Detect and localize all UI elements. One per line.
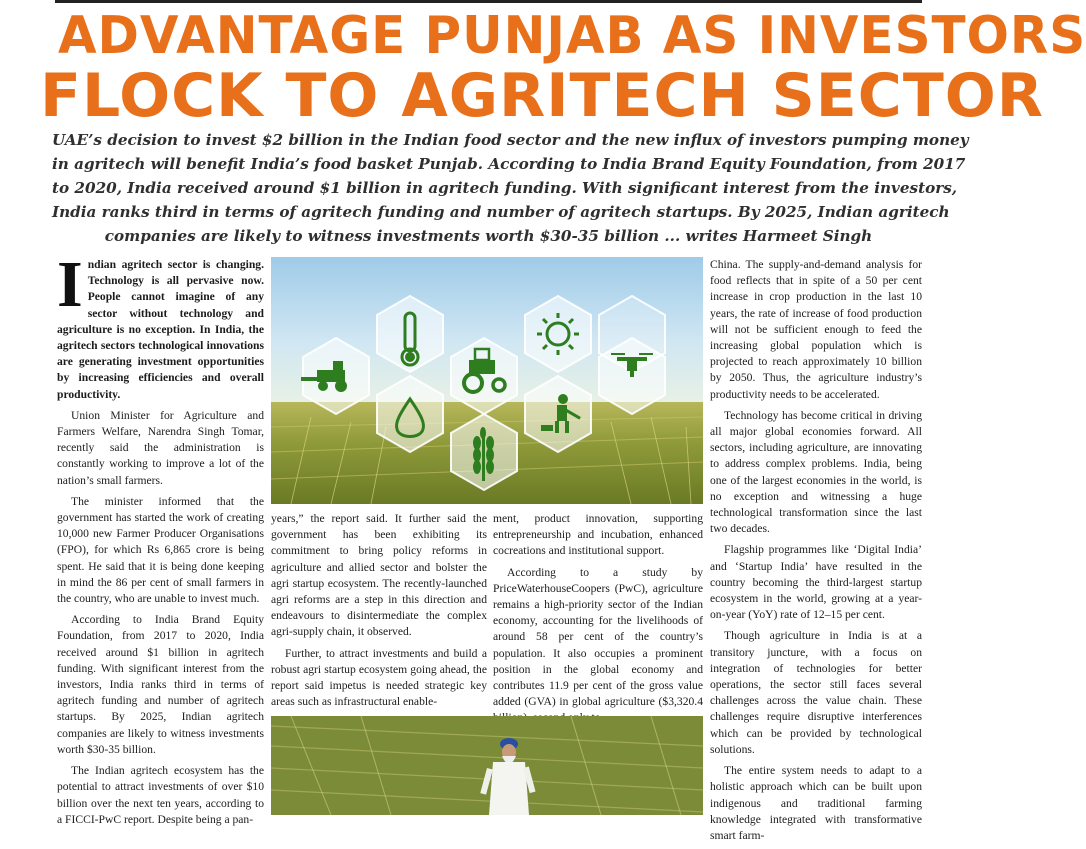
article-column-4 — [710, 257, 922, 849]
paragraph: Further, to attract investments and build a robust agri startup ecosystem going ahead, the report said impetus is needed strategic key areas such as infrastructural enable- — [271, 646, 487, 709]
paragraph: Union Minister for Agriculture and Farmers Welfare, Narendra Singh Tomar, recently said the administration is constantly working to improve a lot of the nation’s small farmers. — [57, 408, 264, 487]
paragraph: According to a study by PriceWaterhouseCoopers (PwC), agriculture remains a high-priority sector of the Indian economy, accounting for the livelihoods of around 58 per cent of the country’s population. It also occupies a prominent position in the global economy and contributes 11.9 per cent of the gross value added (GVA) in global agriculture ($3,320.4 — [493, 565, 703, 709]
paragraph: The Indian agritech ecosystem has the potential to attract investments of over $10 billion over the next ten years, according to a FICCI-PwC report. Despite being a pan- — [57, 764, 264, 826]
agritech-hexagon-photo — [271, 257, 703, 504]
standfirst-line: to 2020, India received around $1 billion in agritech funding. With significant interest from the investors, — [52, 179, 958, 197]
paragraph: Though agriculture in India is at a transitory juncture, with a focus on integration of technologies for better operations, the sector still faces several challenges across the value chain. These challenges require disruptive interferences which can be provided by technological solutions. — [710, 629, 922, 756]
article-column-2 — [271, 511, 487, 715]
farmer-field-photo — [271, 716, 703, 815]
lead-text: ndian agritech sector is changing. Technology is all pervasive now. People cannot imagine of any sector without technology and agriculture is no exception. In India, the agritech sectors technological innovations are generating investment opportunities by increasing efficiencies and overall productivity. — [57, 258, 264, 401]
standfirst-line: companies are likely to witness investments worth $30-35 billion ... writes Harmeet Singh — [104, 227, 873, 245]
standfirst-line: India ranks third in terms of agritech funding and number of agritech startups. By 2025, Indian agritech — [52, 203, 950, 221]
article-column-3 — [493, 511, 703, 732]
standfirst — [52, 128, 969, 248]
paragraph: Flagship programmes like ‘Digital India’ and ‘Startup India’ have resulted in the country becoming the third-largest startup ecosystem in the world, growing at a year-on-year (YoY) rate of 12–15 per cent. — [710, 543, 922, 622]
top-rule — [55, 0, 922, 3]
lead-paragraph — [57, 248, 264, 403]
paragraph: Technology has become critical in driving all major global economies forward. All sectors, including agriculture, are innovating to address complex problems. India, being one of the largest economies in the world, is no exception and witnessing a huge technological transformation since the last two decades. — [710, 408, 922, 536]
paragraph: years,” the report said. It further said the government has been exhibiting its commitment to bring policy reforms in agriculture and allied sector and bolster the agri startup ecosystem. The recently-launched agri reforms are a step in this direction and endeavours to disintermediate the complex agri-supply chain, it observed. — [271, 512, 487, 639]
article-column-1 — [57, 248, 264, 833]
standfirst-line: in agritech will benefit India’s food basket Punjab. According to India Brand Equity Foundation, from 2017 — [52, 155, 966, 173]
paragraph: According to India Brand Equity Foundation, from 2017 to 2020, India received around $1 billion in agritech funding. With significant interest from the investors, India ranks third in terms of agritech funding and number of agritech startups. By 2025, Indian agritech companies are likely to witness investments worth $30-35 billion. — [57, 613, 264, 756]
paragraph: The entire system needs to adapt to a holistic approach which can be built upon indigenous and traditional farming knowledge integrated with transformative smart farm- — [710, 764, 922, 842]
paragraph: China. The supply-and-demand analysis for food reflects that in spite of a 50 per cent increase in crop production in the last 10 years, the rate of increase of food production will not be sufficient enough to feed the increasing global population which is projected to reach approximately 10 billion by 2050. Thus, the agriculture industry’s productivity needs to be accelerated. — [710, 258, 922, 401]
headline-line-1: ADVANTAGE PUNJAB AS INVESTORS — [57, 6, 1086, 66]
standfirst-line: UAE’s decision to invest $2 billion in the Indian food sector and the new influx of investors pumping money — [52, 131, 969, 149]
headline-line-2: FLOCK TO AGRITECH SECTOR — [40, 61, 1044, 131]
paragraph: ment, product innovation, supporting entrepreneurship and incubation, enhanced cocreations and institutional support. — [493, 512, 703, 558]
drop-cap: I — [57, 248, 83, 321]
paragraph: The minister informed that the government has started the work of creating 10,000 new Farmer Producer Organisations (FPO), for which Rs 6,865 crore is being spent. He said that it is being done keeping in mind the 86 per cent of small farmers in the country, who are unable to invest much. — [57, 494, 264, 606]
